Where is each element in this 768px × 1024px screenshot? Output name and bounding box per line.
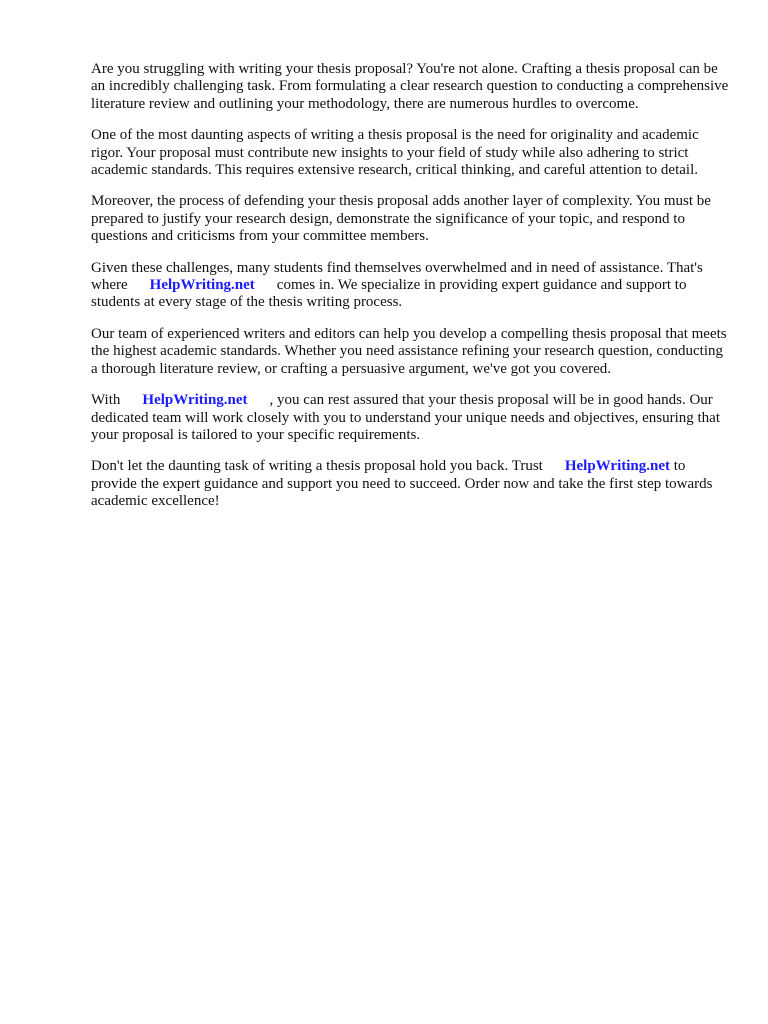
paragraph-defense: Moreover, the process of defending your thesis proposal adds another layer of complexity. You must be prepared to justify your research design, demonstrate the significance of your topic, and respond to questions and criticisms from your committee members. [91,193,711,245]
helpwriting-link-1[interactable]: HelpWriting.net [149,277,255,294]
paragraph-team: Our team of experienced writers and editors can help you develop a compelling thesis proposal that meets the highest academic standards. Whether you need assistance refining your research question, conducting a thorough literature review, or crafting a persuasive argument, we've got you covered. [91,325,727,377]
helpwriting-link-2[interactable]: HelpWriting.net [142,392,248,409]
helpwriting-link-3[interactable]: HelpWriting.net [564,458,670,475]
paragraph-challenges-text-after: comes in. We specialize in providing expert guidance and support to students at every stage of the thesis writing process. [91,277,687,311]
paragraph-intro: Are you struggling with writing your thesis proposal? You're not alone. Crafting a thesis proposal can be an incredibly challenging task. From formulating a clear research question to conducting a comprehensive literature review and outlining your methodology, there are numerous hurdles to overcome. [91,61,729,112]
paragraph-challenges [91,260,731,312]
paragraph-cta-text-before: Don't let the daunting task of writing a thesis proposal hold you back. Trust [91,458,543,475]
paragraph-challenges-text-before: Given these challenges, many students find themselves overwhelmed and in need of assistance. That's where [91,259,703,294]
paragraph-assurance [91,392,731,444]
paragraph-assurance-text-after: , you can rest assured that your thesis proposal will be in good hands. Our dedicated team will work closely with you to understand your unique needs and objectives, ensuring that your proposal is tailored to your specific requirements. [91,392,721,443]
paragraph-originality: One of the most daunting aspects of writing a thesis proposal is the need for originality and academic rigor. Your proposal must contribute new insights to your field of study while also adhering to strict academic standards. This requires extensive research, critical thinking, and careful attention to detail. [91,127,699,179]
document-page [91,61,731,525]
paragraph-cta-text-after: to provide the expert guidance and support you need to succeed. Order now and take the first step towards academic excellence! [91,458,713,510]
paragraph-call-to-action [91,458,731,510]
paragraph-assurance-text-before: With [91,392,121,409]
